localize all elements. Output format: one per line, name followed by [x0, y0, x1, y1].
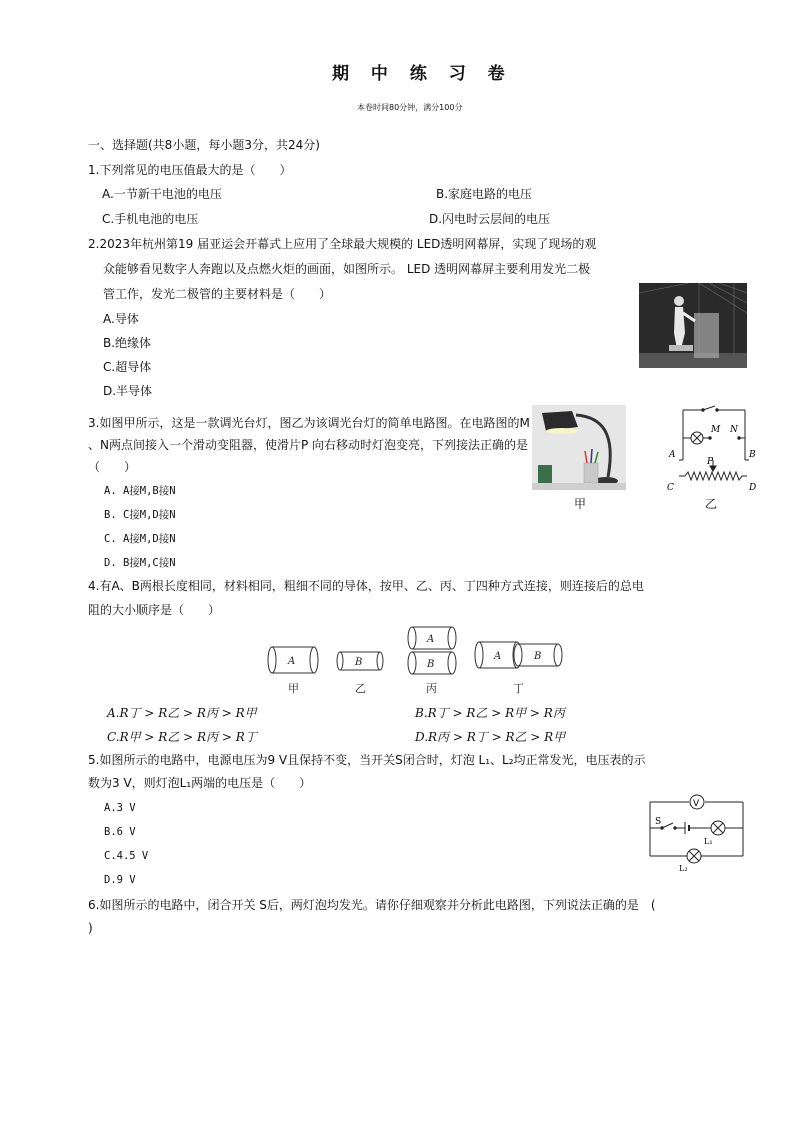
q1-option-a: A.一节新干电池的电压: [102, 187, 222, 201]
cyl-label-ding-B: B: [534, 651, 542, 662]
q5-option-a: A.3 V: [104, 802, 136, 814]
cyl-label-ding-A: A: [494, 651, 502, 662]
cyl-label-yi-B: B: [355, 657, 363, 668]
fig-label-ding: 丁: [513, 682, 524, 695]
q3-option-a: A. A接M,B接N: [104, 485, 176, 497]
fig-label-yi: 乙: [355, 682, 366, 695]
q5-option-b: B.6 V: [104, 826, 136, 838]
q4-stem-line1: 4.有A、B两根长度相同，材料相同，粗细不同的导体，按甲、乙、丙、丁四种方式连接，则连接后的总电: [88, 579, 644, 593]
q3-option-d: D. B接M,C接N: [104, 557, 176, 569]
voltmeter-label: V: [693, 799, 700, 809]
q3-stem-line3: （ ）: [88, 460, 137, 474]
q3-stem-line2: 、N两点间接入一个滑动变阻器，使滑片P 向右移动时灯泡变亮，下列接法正确的是: [88, 438, 529, 452]
desk-lamp-photo: [532, 405, 626, 490]
lamp-L1-label: L₁: [704, 837, 713, 846]
q5-stem-line2: 数为3 V，则灯泡L₁两端的电压是（ ）: [88, 776, 312, 790]
dimmer-circuit-diagram: [663, 402, 757, 497]
q2-stem-line1: 2.2023年杭州第19 届亚运会开幕式上应用了全球最大规模的 LED透明网幕屏，实现了现场的观: [88, 237, 597, 251]
q4-option-c: C.R甲 > R乙 > R丙 > R丁: [107, 730, 257, 744]
fig-label-yi: 乙: [705, 497, 718, 511]
cyl-label-jia-A: A: [288, 656, 296, 667]
q2-option-c: C.超导体: [103, 360, 152, 374]
label-D: D: [749, 483, 757, 493]
q2-option-a: A.导体: [103, 312, 139, 326]
conductor-connections-figure: [260, 622, 570, 697]
q2-option-d: D.半导体: [103, 384, 153, 398]
q1-option-c: C.手机电池的电压: [102, 212, 199, 226]
q5-stem-line1: 5.如图所示的电路中，电源电压为9 V且保持不变，当开关S闭合时，灯泡 L₁、L₂均正常发光，电压表的示: [88, 753, 646, 767]
q6-stem-line1: 6.如图所示的电路中，闭合开关 S后，两灯泡均发光。请你仔细观察并分析此电路图，下列说法正确的是 (: [88, 898, 656, 912]
cyl-label-bing-A: A: [427, 634, 435, 645]
q4-option-b: B.R丁 > R乙 > R甲 > R丙: [415, 706, 565, 720]
q2-stem-line2: 众能够看见数字人奔跑以及点燃火炬的画面，如图所示。 LED 透明网幕屏主要利用发光二极: [103, 262, 591, 276]
q4-stem-line2: 阻的大小顺序是（ ）: [88, 603, 221, 617]
label-N: N: [730, 425, 738, 435]
q6-stem-line2: ): [88, 921, 93, 935]
q1-option-b: B.家庭电路的电压: [436, 187, 533, 201]
label-M: M: [711, 425, 721, 435]
section-heading: 一、选择题(共8小题，每小题3分，共24分): [88, 138, 320, 152]
q2-option-b: B.绝缘体: [103, 336, 152, 350]
q1-option-d: D.闪电时云层间的电压: [429, 212, 551, 226]
q5-option-d: D.9 V: [104, 874, 136, 886]
label-A: A: [669, 450, 676, 460]
q2-stem-line3: 管工作，发光二极管的主要材料是（ ）: [103, 287, 332, 301]
fig-label-jia: 甲: [288, 682, 299, 695]
q1-stem: 1.下列常见的电压值最大的是（ ）: [88, 163, 292, 177]
q3-stem-line1: 3.如图甲所示，这是一款调光台灯，图乙为该调光台灯的简单电路图。在电路图的M: [88, 416, 530, 430]
label-B: B: [749, 450, 756, 460]
page-title: 期 中 练 习 卷: [332, 64, 513, 84]
q3-option-c: C. A接M,D接N: [104, 533, 176, 545]
lamp-L2-label: L₂: [679, 864, 688, 873]
q5-circuit-diagram: [645, 794, 749, 874]
q5-option-c: C.4.5 V: [104, 850, 149, 862]
fig-label-jia: 甲: [574, 497, 587, 511]
switch-label: S: [655, 817, 662, 827]
fig-label-bing: 丙: [426, 682, 437, 695]
q3-option-b: B. C接M,D接N: [104, 509, 176, 521]
label-C: C: [667, 483, 674, 493]
label-P: P: [707, 457, 714, 467]
page-subtitle: 本卷时间80分钟，满分100分: [357, 103, 463, 112]
led-screen-photo: [639, 283, 747, 368]
q4-option-a: A.R丁 > R乙 > R丙 > R甲: [107, 706, 257, 720]
cyl-label-bing-B: B: [427, 659, 435, 670]
q4-option-d: D.R丙 > R丁 > R乙 > R甲: [415, 730, 566, 744]
